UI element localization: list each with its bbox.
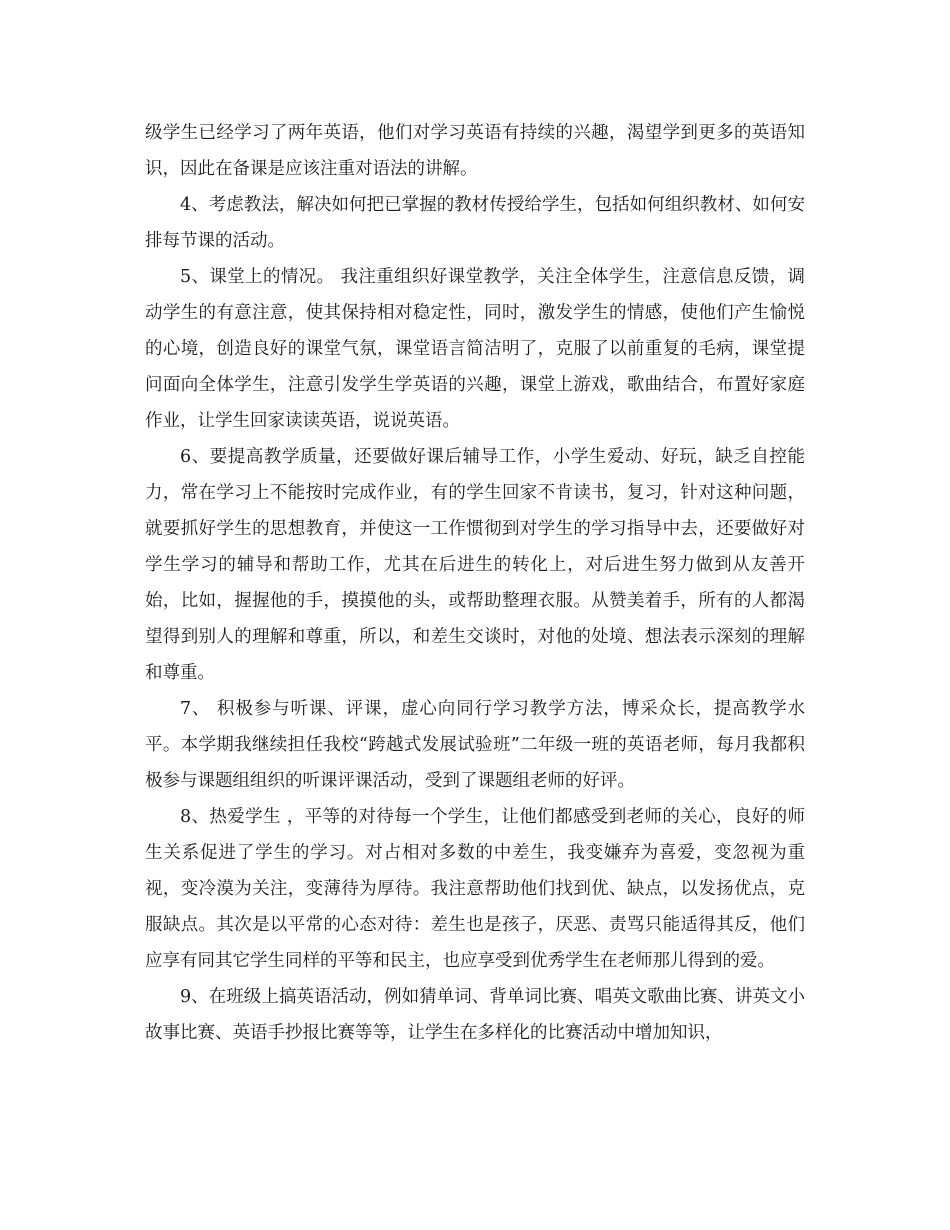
paragraph-item-4: 4、考虑教法，解决如何把已掌握的教材传授给学生，包括如何组织教材、如何安排每节课的活动。 [145,195,805,251]
paragraph-item-5: 5、课堂上的情况。 我注重组织好课堂教学，关注全体学生，注意信息反馈，调动学生的有意注意，使其保持相对稳定性，同时，激发学生的情感，使他们产生愉悦的心境，创造良好的课堂气氛，课堂语言简洁明了，克服了以前重复的毛病，课堂提问面向全体学生，注意引发学生学英语的兴趣，课堂上游戏，歌曲结合，布置好家庭作业，让学生回家读读英语，说说英语。 [145,267,805,431]
paragraph-item-8: 8、热爱学生 ，平等的对待每一个学生，让他们都感受到老师的关心，良好的师生关系促进了学生的学习。对占相对多数的中差生，我变嫌弃为喜爱，变忽视为重视，变冷漠为关注，变薄待为厚待。我注意帮助他们找到优、缺点，以发扬优点，克服缺点。其次是以平常的心态对待：差生也是孩子，厌恶、责骂只能适得其反，他们应享有同其它学生同样的平等和民主，也应享受到优秀学生在老师那儿得到的爱。 [145,807,805,971]
paragraph-item-7: 7、 积极参与听课、评课，虚心向同行学习教学方法，博采众长，提高教学水平。本学期我继续担任我校“跨越式发展试验班”二年级一班的英语老师，每月我都积极参与课题组组织的听课评课活动，受到了课题组老师的好评。 [145,699,805,791]
paragraph-continued: 级学生已经学习了两年英语，他们对学习英语有持续的兴趣，渴望学到更多的英语知识，因此在备课是应该注重对语法的讲解。 [145,123,805,179]
paragraph-item-6: 6、要提高教学质量，还要做好课后辅导工作，小学生爱动、好玩，缺乏自控能力，常在学习上不能按时完成作业，有的学生回家不肯读书，复习，针对这种问题，就要抓好学生的思想教育，并使这一工作惯彻到对学生的学习指导中去，还要做好对学生学习的辅导和帮助工作，尤其在后进生的转化上，对后进生努力做到从友善开始，比如，握握他的手，摸摸他的头，或帮助整理衣服。从赞美着手，所有的人都渴望得到别人的理解和尊重，所以，和差生交谈时，对他的处境、想法表示深刻的理解和尊重。 [145,447,805,683]
paragraph-item-9: 9、在班级上搞英语活动，例如猜单词、背单词比赛、唱英文歌曲比赛、讲英文小故事比赛、英语手抄报比赛等等，让学生在多样化的比赛活动中增加知识， [145,987,805,1043]
